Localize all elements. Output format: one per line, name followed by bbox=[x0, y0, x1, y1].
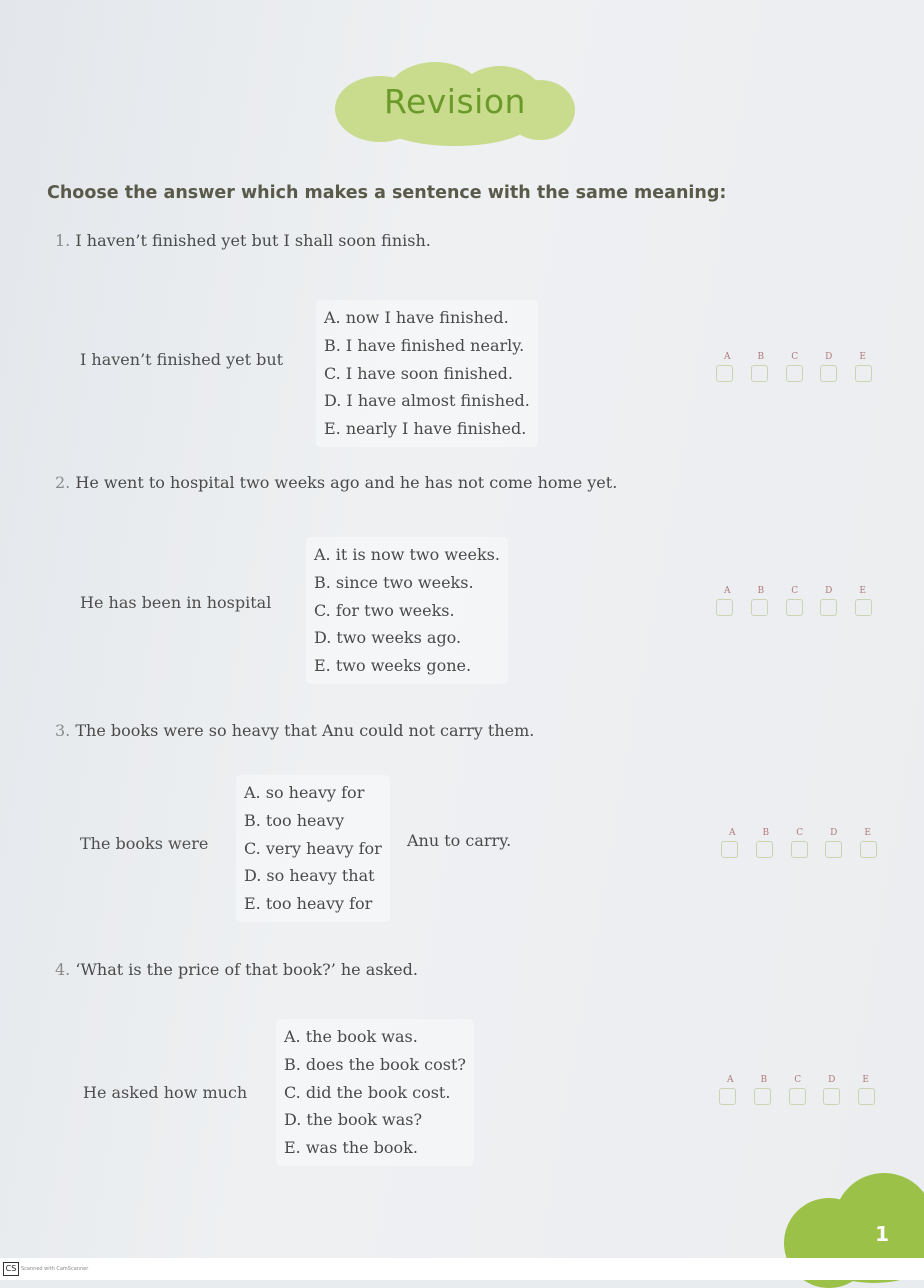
question-number: 1. bbox=[55, 231, 71, 250]
option-e[interactable]: E. nearly I have finished. bbox=[324, 419, 527, 439]
question-1 bbox=[55, 231, 431, 250]
question-3-tail: Anu to carry. bbox=[407, 831, 512, 850]
answer-box-d[interactable] bbox=[820, 599, 837, 616]
option-d[interactable]: D. I have almost finished. bbox=[324, 391, 530, 411]
option-a[interactable]: A. it is now two weeks. bbox=[314, 545, 500, 564]
answer-letter: E bbox=[864, 828, 871, 838]
option-b[interactable]: B. since two weeks. bbox=[314, 572, 474, 592]
answer-letter: A bbox=[724, 586, 731, 596]
question-number: 2. bbox=[55, 473, 71, 492]
scanner-footer bbox=[0, 1258, 924, 1280]
answer-box-e[interactable] bbox=[855, 599, 872, 616]
option-a[interactable]: A. so heavy for bbox=[244, 783, 365, 802]
question-1-options bbox=[316, 300, 538, 447]
answer-box-b[interactable] bbox=[756, 841, 773, 858]
option-e[interactable]: E. too heavy for bbox=[244, 894, 373, 914]
option-c[interactable]: C. for two weeks. bbox=[314, 600, 455, 620]
answer-box-b[interactable] bbox=[754, 1088, 771, 1105]
question-2 bbox=[55, 473, 617, 492]
answer-box-c[interactable] bbox=[786, 365, 803, 382]
question-4-stem: He asked how much bbox=[83, 1083, 248, 1102]
question-sentence: ‘What is the price of that book?’ he asked. bbox=[75, 960, 418, 979]
answer-box-e[interactable] bbox=[858, 1088, 875, 1105]
option-d[interactable]: D. so heavy that bbox=[244, 866, 375, 886]
question-number: 3. bbox=[55, 721, 71, 740]
option-c[interactable]: C. did the book cost. bbox=[284, 1082, 451, 1102]
question-3-answer-grid bbox=[721, 828, 877, 858]
question-3-stem: The books were bbox=[80, 834, 209, 853]
option-d[interactable]: D. two weeks ago. bbox=[314, 628, 462, 648]
page-number: 1 bbox=[875, 1222, 889, 1246]
answer-box-a[interactable] bbox=[716, 599, 733, 616]
option-a[interactable]: A. the book was. bbox=[284, 1027, 418, 1046]
answer-box-e[interactable] bbox=[855, 365, 872, 382]
question-4-options bbox=[276, 1019, 474, 1166]
answer-letter: C bbox=[796, 828, 804, 838]
answer-letter: D bbox=[825, 352, 833, 362]
option-e[interactable]: E. two weeks gone. bbox=[314, 656, 472, 676]
answer-box-e[interactable] bbox=[860, 841, 877, 858]
option-b[interactable]: B. does the book cost? bbox=[284, 1054, 466, 1074]
answer-box-c[interactable] bbox=[791, 841, 808, 858]
answer-letter: C bbox=[791, 586, 799, 596]
answer-box-b[interactable] bbox=[751, 599, 768, 616]
answer-box-d[interactable] bbox=[825, 841, 842, 858]
answer-box-b[interactable] bbox=[751, 365, 768, 382]
answer-box-a[interactable] bbox=[719, 1088, 736, 1105]
camscanner-logo: CS bbox=[3, 1262, 19, 1276]
answer-box-a[interactable] bbox=[716, 365, 733, 382]
question-2-stem: He has been in hospital bbox=[80, 593, 272, 612]
question-sentence: I haven’t finished yet but I shall soon finish. bbox=[75, 231, 431, 250]
question-1-answer-grid bbox=[716, 352, 872, 382]
answer-letter: E bbox=[859, 352, 866, 362]
question-2-answer-grid bbox=[716, 586, 872, 616]
question-number: 4. bbox=[55, 960, 71, 979]
answer-letter: B bbox=[760, 1075, 768, 1085]
question-4 bbox=[55, 960, 418, 979]
option-b[interactable]: B. I have finished nearly. bbox=[324, 335, 525, 355]
answer-box-a[interactable] bbox=[721, 841, 738, 858]
answer-letter: A bbox=[727, 1075, 734, 1085]
option-d[interactable]: D. the book was? bbox=[284, 1110, 423, 1130]
answer-box-d[interactable] bbox=[823, 1088, 840, 1105]
answer-letter: B bbox=[757, 352, 765, 362]
option-e[interactable]: E. was the book. bbox=[284, 1138, 418, 1158]
answer-letter: D bbox=[825, 586, 833, 596]
question-2-options bbox=[306, 537, 508, 684]
answer-letter: D bbox=[830, 828, 838, 838]
option-b[interactable]: B. too heavy bbox=[244, 810, 345, 830]
answer-letter: E bbox=[862, 1075, 869, 1085]
question-3-options bbox=[236, 775, 390, 922]
question-3 bbox=[55, 721, 534, 740]
answer-box-c[interactable] bbox=[786, 599, 803, 616]
question-sentence: The books were so heavy that Anu could not carry them. bbox=[75, 721, 535, 740]
question-sentence: He went to hospital two weeks ago and he has not come home yet. bbox=[75, 473, 618, 492]
answer-letter: B bbox=[757, 586, 765, 596]
camscanner-text: Scanned with CamScanner bbox=[21, 1266, 89, 1272]
corner-cloud bbox=[784, 1168, 924, 1260]
answer-letter: B bbox=[762, 828, 770, 838]
answer-box-c[interactable] bbox=[789, 1088, 806, 1105]
answer-letter: A bbox=[729, 828, 736, 838]
answer-letter: C bbox=[791, 352, 799, 362]
answer-letter: C bbox=[794, 1075, 802, 1085]
answer-letter: D bbox=[828, 1075, 836, 1085]
question-4-answer-grid bbox=[719, 1075, 875, 1105]
option-c[interactable]: C. I have soon finished. bbox=[324, 363, 513, 383]
answer-letter: E bbox=[859, 586, 866, 596]
option-c[interactable]: C. very heavy for bbox=[244, 838, 382, 858]
answer-letter: A bbox=[724, 352, 731, 362]
question-1-stem: I haven’t finished yet but bbox=[80, 350, 284, 369]
answer-box-d[interactable] bbox=[820, 365, 837, 382]
instruction-heading: Choose the answer which makes a sentence with the same meaning: bbox=[47, 183, 727, 203]
page-title: Revision bbox=[384, 82, 526, 121]
option-a[interactable]: A. now I have finished. bbox=[324, 308, 509, 327]
title-cloud bbox=[335, 62, 575, 146]
